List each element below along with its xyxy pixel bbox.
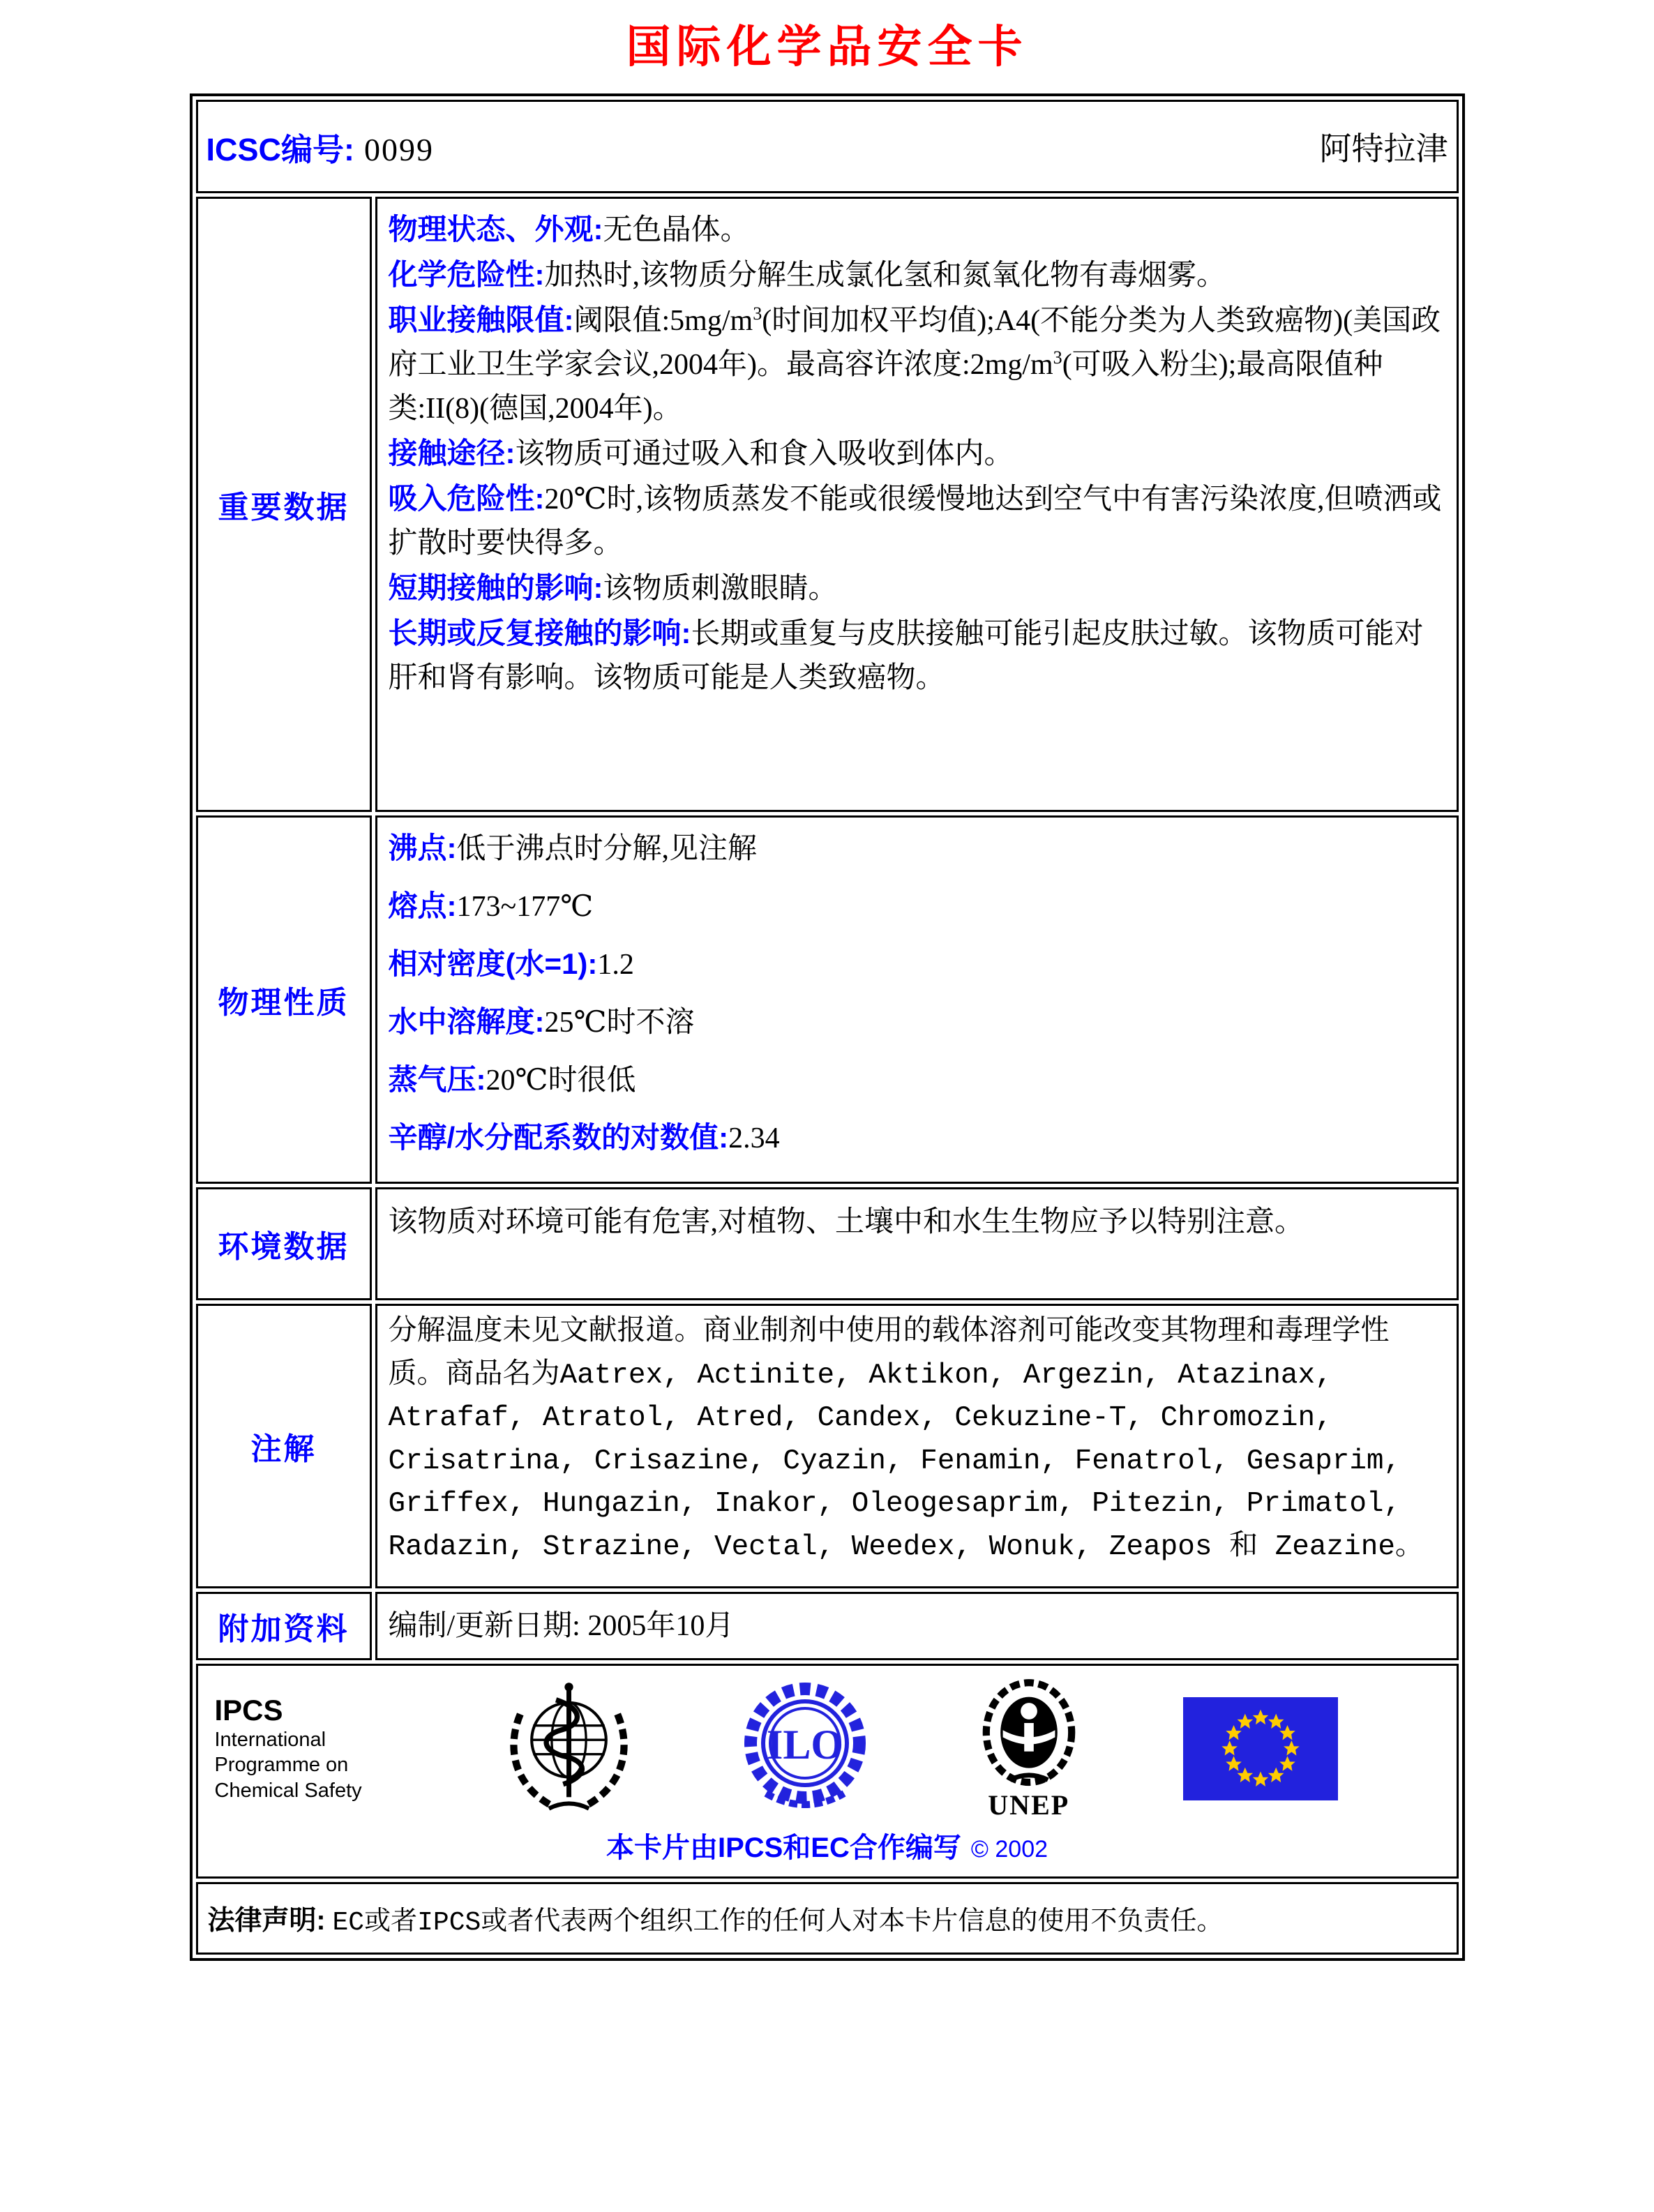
additional-info-text: 编制/更新日期: 2005年10月 xyxy=(388,1609,735,1642)
property-value: 长期或重复与皮肤接触可能引起皮肤过敏。该物质可能对肝和肾有影响。该物质可能是人类致癌物。 xyxy=(388,618,1424,694)
section-label-physical-properties: 物理性质 xyxy=(196,815,372,1184)
property-label: 接触途径: xyxy=(388,437,516,469)
physical-properties-row xyxy=(196,815,1459,1184)
icsc-number-label: ICSC编号: xyxy=(206,131,354,167)
additional-info-row xyxy=(196,1592,1459,1660)
property-line xyxy=(389,431,1445,476)
property-value: 20℃时,该物质蒸发不能或很缓慢地达到空气中有害污染浓度,但喷洒或扩散时要快得多。 xyxy=(388,483,1442,559)
property-value: 该物质刺激眼睛。 xyxy=(603,573,838,605)
property-line xyxy=(389,1058,1445,1103)
legal-statement-label: 法律声明: xyxy=(207,1906,326,1936)
property-label: 蒸气压: xyxy=(388,1063,486,1096)
ipcs-line-3: Chemical Safety xyxy=(214,1779,362,1802)
property-line xyxy=(389,611,1445,700)
section-label-notes: 注解 xyxy=(196,1304,372,1588)
property-value: 加热时,该物质分解生成氯化氢和氮氧化物有毒烟雾。 xyxy=(544,259,1226,292)
credit-line xyxy=(212,1826,1443,1865)
property-value: 2.34 xyxy=(728,1122,780,1154)
credit-text: 本卡片由IPCS和EC合作编写 xyxy=(606,1833,961,1863)
legal-cell xyxy=(196,1882,1459,1955)
property-value: 25℃时不溶 xyxy=(544,1007,695,1039)
property-label: 熔点: xyxy=(388,889,457,922)
ipcs-line-2: Programme on xyxy=(214,1754,349,1777)
unep-logo-icon xyxy=(970,1676,1088,1821)
property-line xyxy=(389,253,1445,298)
property-value: 1.2 xyxy=(597,949,634,981)
eu-flag-icon xyxy=(1183,1696,1338,1801)
icsc-number-group xyxy=(206,124,435,170)
property-line xyxy=(389,298,1445,431)
important-data-row xyxy=(196,197,1459,812)
notes-row xyxy=(196,1304,1459,1588)
important-data-content xyxy=(375,197,1459,812)
legal-statement-text: EC或者IPCS或者代表两个组织工作的任何人对本卡片信息的使用不负责任。 xyxy=(332,1908,1224,1938)
copyright-text: © 2002 xyxy=(970,1836,1048,1863)
property-label: 短期接触的影响: xyxy=(388,571,603,604)
property-value: 低于沸点时分解,见注解 xyxy=(456,833,758,865)
logos-row xyxy=(196,1664,1459,1879)
property-value: 无色晶体。 xyxy=(603,214,750,246)
who-logo-icon xyxy=(497,1677,640,1820)
page-title: 国际化学品安全卡 xyxy=(626,22,1028,72)
property-line xyxy=(389,942,1445,987)
notes-content xyxy=(375,1304,1459,1588)
chemical-name: 阿特拉津 xyxy=(1319,131,1448,167)
property-label: 长期或反复接触的影响: xyxy=(388,617,691,649)
property-label: 吸入危险性: xyxy=(388,482,545,515)
ilo-logo-icon xyxy=(735,1679,875,1819)
property-value: 20℃时很低 xyxy=(486,1064,636,1097)
environmental-data-row xyxy=(196,1187,1459,1300)
ipcs-abbr: IPCS xyxy=(214,1694,283,1727)
notes-text: 分解温度未见文献报道。商业制剂中使用的载体溶剂可能改变其物理和毒理学性质。商品名为Aatrex, Actinite, Aktikon, Argezin, Atazinax, Atrafaf, Atratol, Atred, Candex, Cekuzine-T, Chromozin, Crisatrina, Crisazine, Cyazin, Fenamin, Fenatrol, Gesaprim, Griffex, Hungazin, Inakor, Oleogesaprim, Pitezin, Primatol, Radazin, Strazine, Vectal, Weedex, Wonuk, Zeapos 和 Zeazine。 xyxy=(388,1316,1424,1563)
section-label-important-data: 重要数据 xyxy=(196,197,372,812)
property-value: 该物质可通过吸入和食入吸收到体内。 xyxy=(515,438,1014,470)
ipcs-text-block xyxy=(215,1694,403,1803)
logos-cell xyxy=(196,1664,1459,1879)
environmental-data-content xyxy=(375,1187,1459,1300)
section-label-additional-info: 附加资料 xyxy=(196,1592,372,1660)
property-label: 物理状态、外观: xyxy=(388,213,603,246)
property-label: 水中溶解度: xyxy=(388,1005,545,1038)
property-line xyxy=(389,1000,1445,1045)
property-line xyxy=(389,826,1445,871)
ipcs-line-1: International xyxy=(214,1729,326,1752)
property-line xyxy=(389,566,1445,611)
header-cell xyxy=(196,100,1459,193)
header-row xyxy=(196,100,1459,193)
property-label: 辛醇/水分配系数的对数值: xyxy=(388,1121,729,1154)
property-line xyxy=(389,207,1445,253)
icsc-number-value: 0099 xyxy=(364,131,434,167)
property-value: 阈限值$:5mg/m^3$(时间加权平均值);A4(不能分类为人类致癌物)(美国政府工业卫生学家会议,2004年)。最高容许浓度$:2mg/m^3$(可吸入粉尘);最高限值种类:II(8)(德国,2004年)。 xyxy=(388,303,1441,425)
physical-properties-content xyxy=(375,815,1459,1184)
unep-logo-caption: UNEP xyxy=(988,1789,1070,1821)
property-label: 沸点: xyxy=(388,832,457,864)
additional-info-content xyxy=(375,1592,1459,1660)
property-line xyxy=(389,1115,1445,1161)
property-line xyxy=(389,884,1445,929)
property-label: 相对密度(水=1): xyxy=(388,947,598,980)
property-value: 173~177℃ xyxy=(456,891,594,923)
section-label-environmental-data: 环境数据 xyxy=(196,1187,372,1300)
ilo-logo-letters: ILO xyxy=(766,1721,844,1768)
legal-row xyxy=(196,1882,1459,1955)
property-line xyxy=(389,476,1445,566)
environmental-data-text: 该物质对环境可能有危害,对植物、土壤中和水生生物应予以特别注意。 xyxy=(388,1206,1305,1238)
property-label: 化学危险性: xyxy=(388,258,545,291)
icsc-table xyxy=(190,93,1465,1961)
property-label: 职业接触限值: xyxy=(388,303,574,336)
